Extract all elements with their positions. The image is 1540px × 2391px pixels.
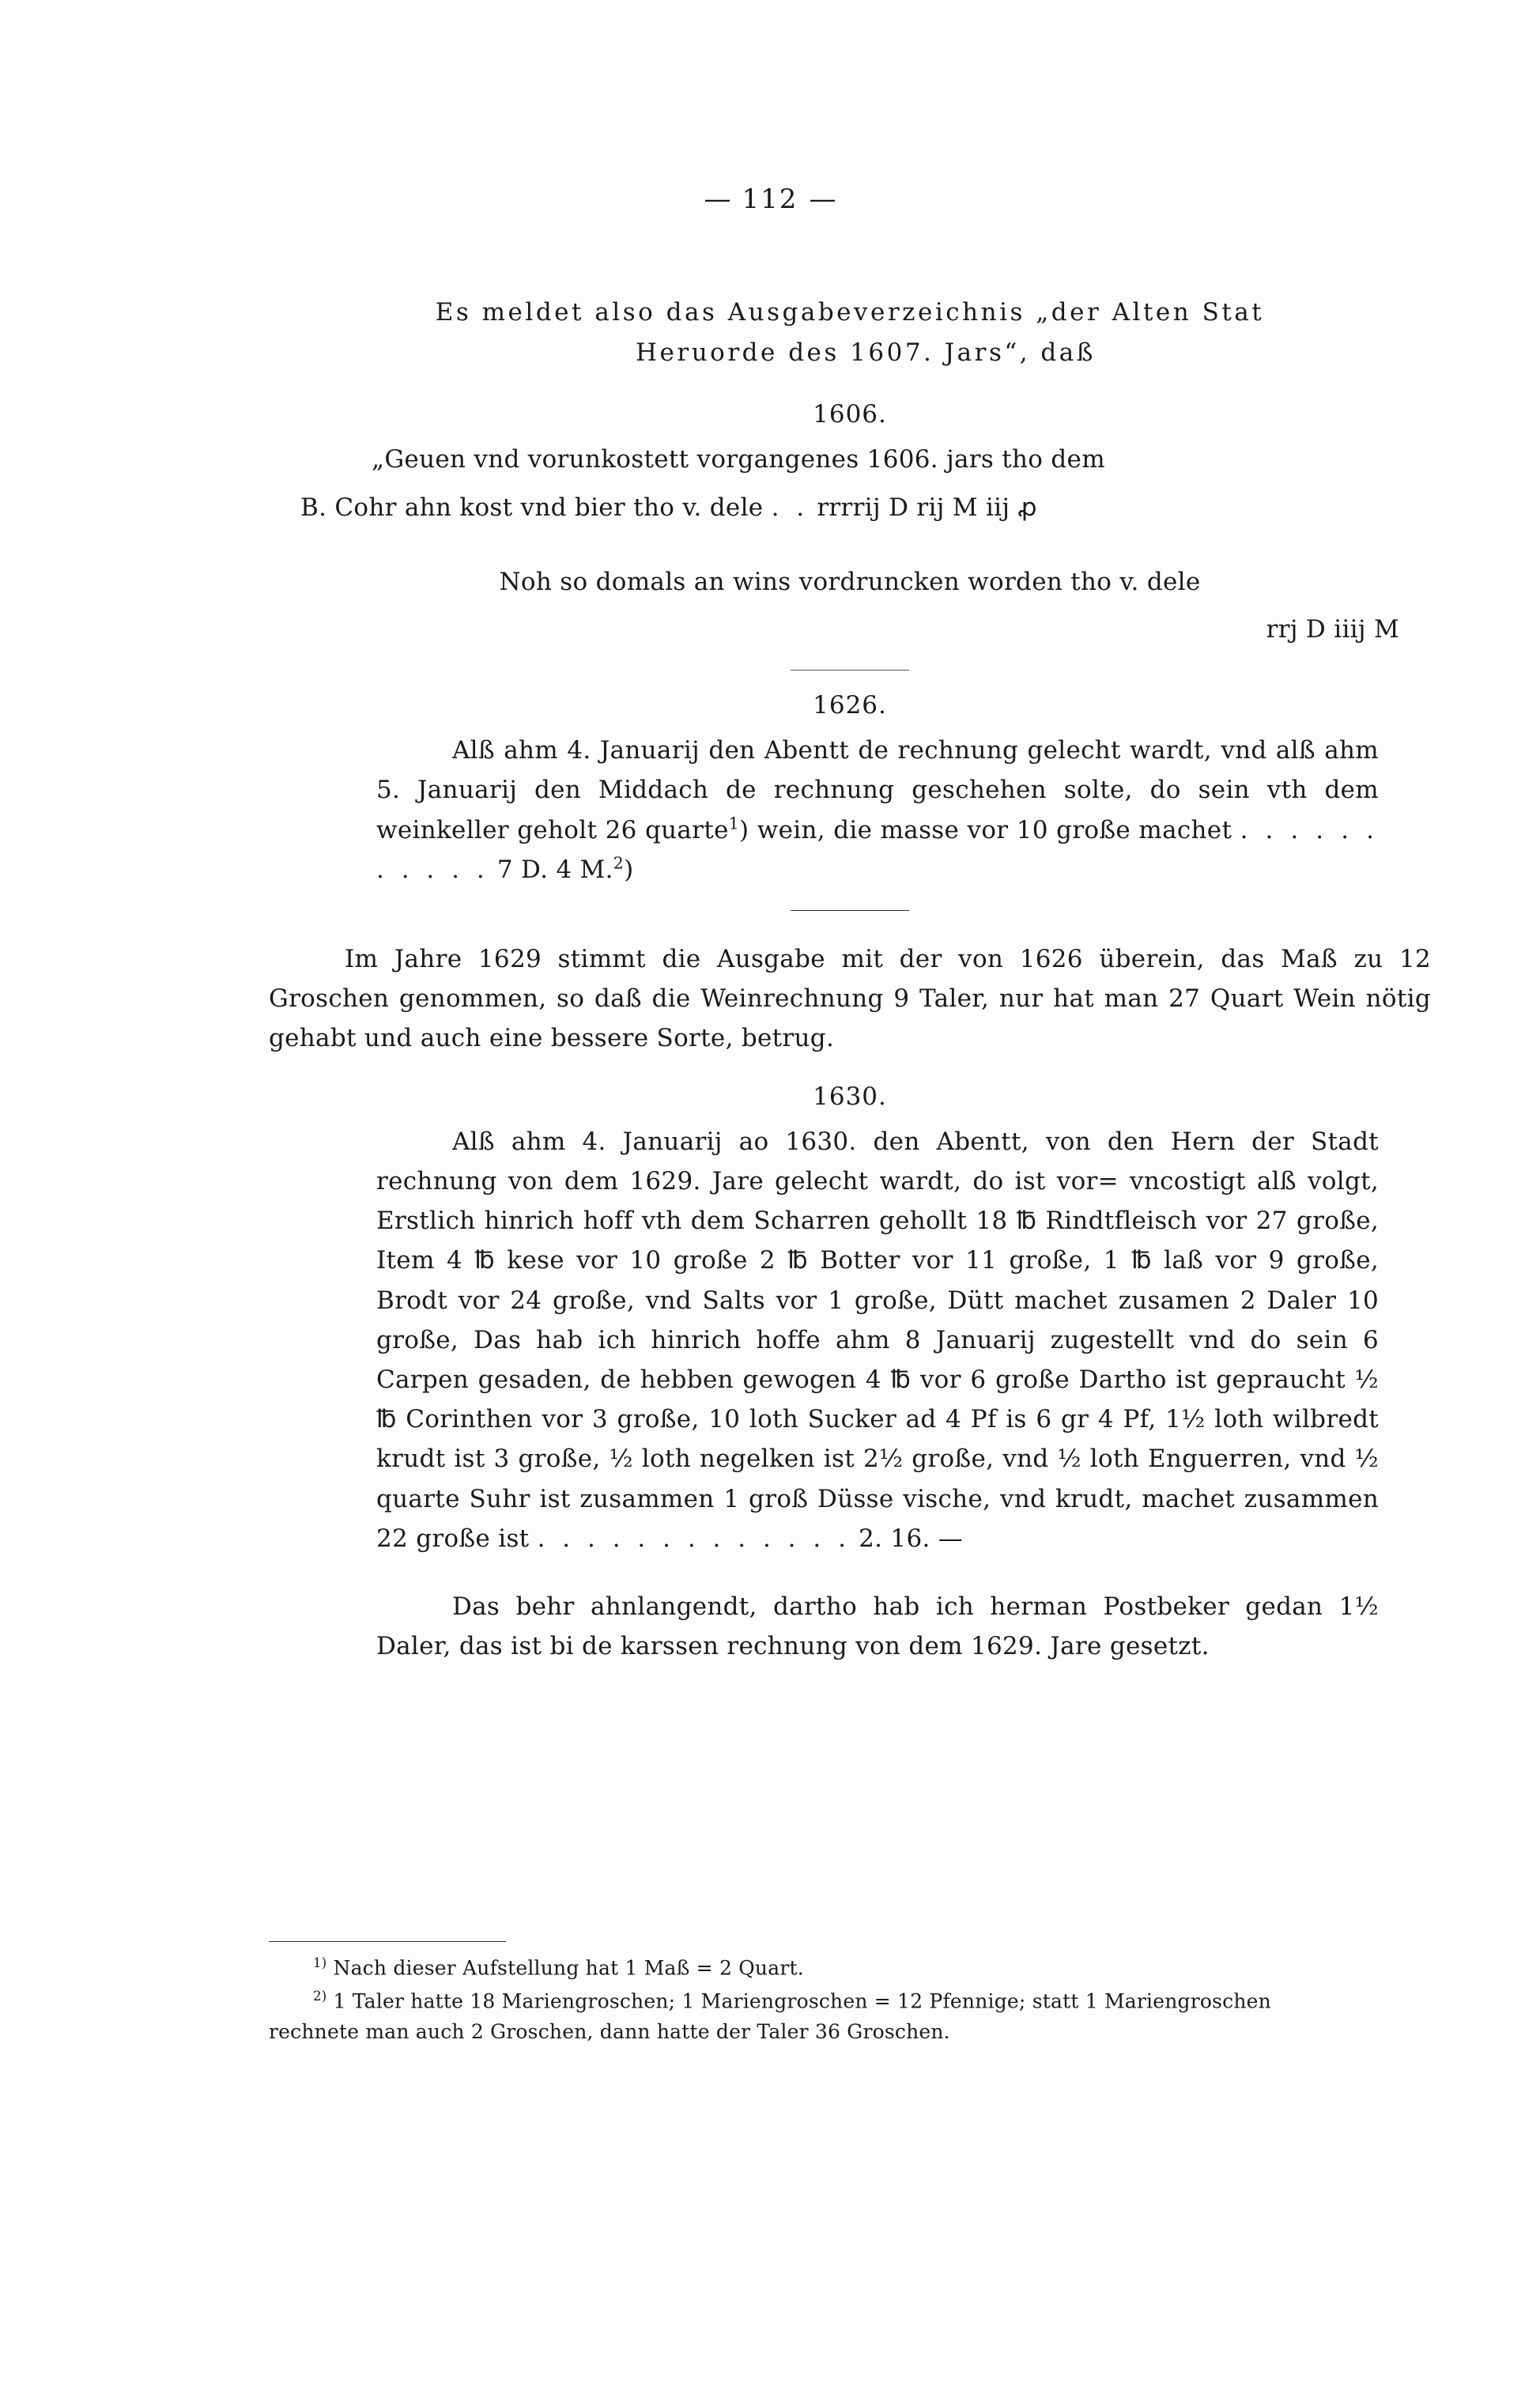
section-1606-line-3: Noh so domals an wins vordruncken worden tho v. dele <box>499 567 1201 596</box>
section-1630-body-text: Alß ahm 4. Januarij ao 1630. den Abentt, von den Hern der Stadt rechnung von dem 1629. Jare gelecht wardt, do ist vor= vncostigt alß volgt, Erstlich hinrich hoff vth dem Scharren gehollt 18 ℔ Rindtfleisch vor 27 große, Item 4 ℔ kese vor 10 große 2 ℔ Botter vor 11 große, 1 ℔ laß vor 9 große, Brodt vor 24 große, vnd Salts vor 1 große, Dütt machet zusamen 2 Daler 10 große, Das hab ich hinrich hoffe ahm 8 Januarij zugestellt vnd do sein 6 Carpen gesaden, de hebben gewogen 4 ℔ vor 6 große Dartho ist gepraucht ½ ℔ Corinthen vor 3 große, 10 loth Sucker ad 4 Pf is 6 gr 4 Pf, 1½ loth wilbredt krudt ist 3 große, ½ loth negelken ist 2½ große, vnd ½ loth Enguerren, vnd ½ quarte Suhr ist zusammen 1 groß Düsse vische, vnd krudt, machet zusammen 22 große ist <box>376 1127 1379 1553</box>
section-tail <box>376 1587 1379 1666</box>
section-1606-line-3-amount: rrj D iiij M <box>1266 614 1399 644</box>
section-1626-amount: 7 D. 4 M. <box>496 855 613 884</box>
section-1626-year: 1626. <box>813 691 887 720</box>
section-1606-line-2 <box>300 488 1399 527</box>
heading-line-2: Heruorde des 1607. Jars“, daß <box>636 338 1096 368</box>
section-1626-body <box>376 731 1379 890</box>
footnotes <box>269 1941 1273 2050</box>
footnote-ref-1[interactable]: 1 <box>728 814 740 833</box>
page-number <box>0 183 1540 215</box>
footnote-2-marker: 2) <box>313 1989 327 2004</box>
document-body <box>269 293 1431 1675</box>
footnote-1-marker: 1) <box>313 1955 327 1970</box>
footnote-2 <box>269 1986 1273 2046</box>
section-1630-dots: . . . . . . . . . . . . . <box>537 1524 851 1553</box>
section-1626 <box>269 691 1431 911</box>
section-1629-body: Im Jahre 1629 stimmt die Ausgabe mit der von 1626 überein, das Maß zu 12 Groschen genommen, so daß die Weinrechnung 9 Taler, nur hat man 27 Quart Wein nötig gehabt und auch eine bessere Sorte, betrug. <box>269 945 1431 1053</box>
footnote-ref-2[interactable]: 2 <box>613 853 625 873</box>
section-1629 <box>269 939 1431 1059</box>
document-heading <box>269 293 1431 373</box>
section-1630-body <box>376 1122 1379 1558</box>
section-1606-line-1: „Geuen vnd vorunkostett vorgangenes 1606. jars tho dem <box>372 445 1105 474</box>
footnote-1-text: Nach dieser Aufstellung hat 1 Maß = 2 Quart. <box>333 1956 804 1980</box>
heading-line-1: Es meldet also das Ausgabeverzeichnis „der Alten Stat <box>435 298 1265 327</box>
section-tail-body: Das behr ahnlangendt, dartho hab ich herman Postbeker gedan 1½ Daler, das ist bi de karssen rechnung von dem 1629. Jare gesetzt. <box>376 1592 1379 1661</box>
section-1606-year: 1606. <box>813 400 887 429</box>
section-divider-2 <box>791 910 909 911</box>
section-1630-amount: 2. 16. — <box>859 1524 964 1553</box>
section-1606 <box>269 400 1431 670</box>
section-1626-body-text: Alß ahm 4. Januarij den Abentt de rechnung gelecht wardt, vnd alß ahm 5. Januarij den Middach de rechnung geschehen solte, do sein vth dem weinkeller geholt 26 quarte <box>376 736 1379 844</box>
footnote-1 <box>269 1953 1273 1983</box>
section-1626-body-text-2: ) wein, die masse vor 10 große machet <box>739 815 1232 844</box>
section-1626-dots: . . . . . . . . . . . <box>376 815 1379 884</box>
footnote-2-text: 1 Taler hatte 18 Mariengroschen; 1 Mariengroschen = 12 Pfennige; statt 1 Mariengroschen rechnete man auch 2 Groschen, dann hatte der Taler 36 Groschen. <box>269 1989 1271 2043</box>
page-number-value: 112 <box>742 183 798 215</box>
section-1626-amount-close: ) <box>624 855 634 884</box>
footnote-separator <box>269 1941 506 1942</box>
section-1606-line-2-dots: . . <box>771 493 810 522</box>
section-1630 <box>269 1082 1431 1558</box>
section-1630-year: 1630. <box>813 1082 887 1111</box>
section-1606-line-2-amount: rrrrij D rij M iij ꝓ <box>817 493 1037 522</box>
page-number-dash-right: — <box>809 183 836 215</box>
page-number-dash-left: — <box>704 183 731 215</box>
section-1606-line-2-text: B. Cohr ahn kost vnd bier tho v. dele <box>300 493 764 522</box>
